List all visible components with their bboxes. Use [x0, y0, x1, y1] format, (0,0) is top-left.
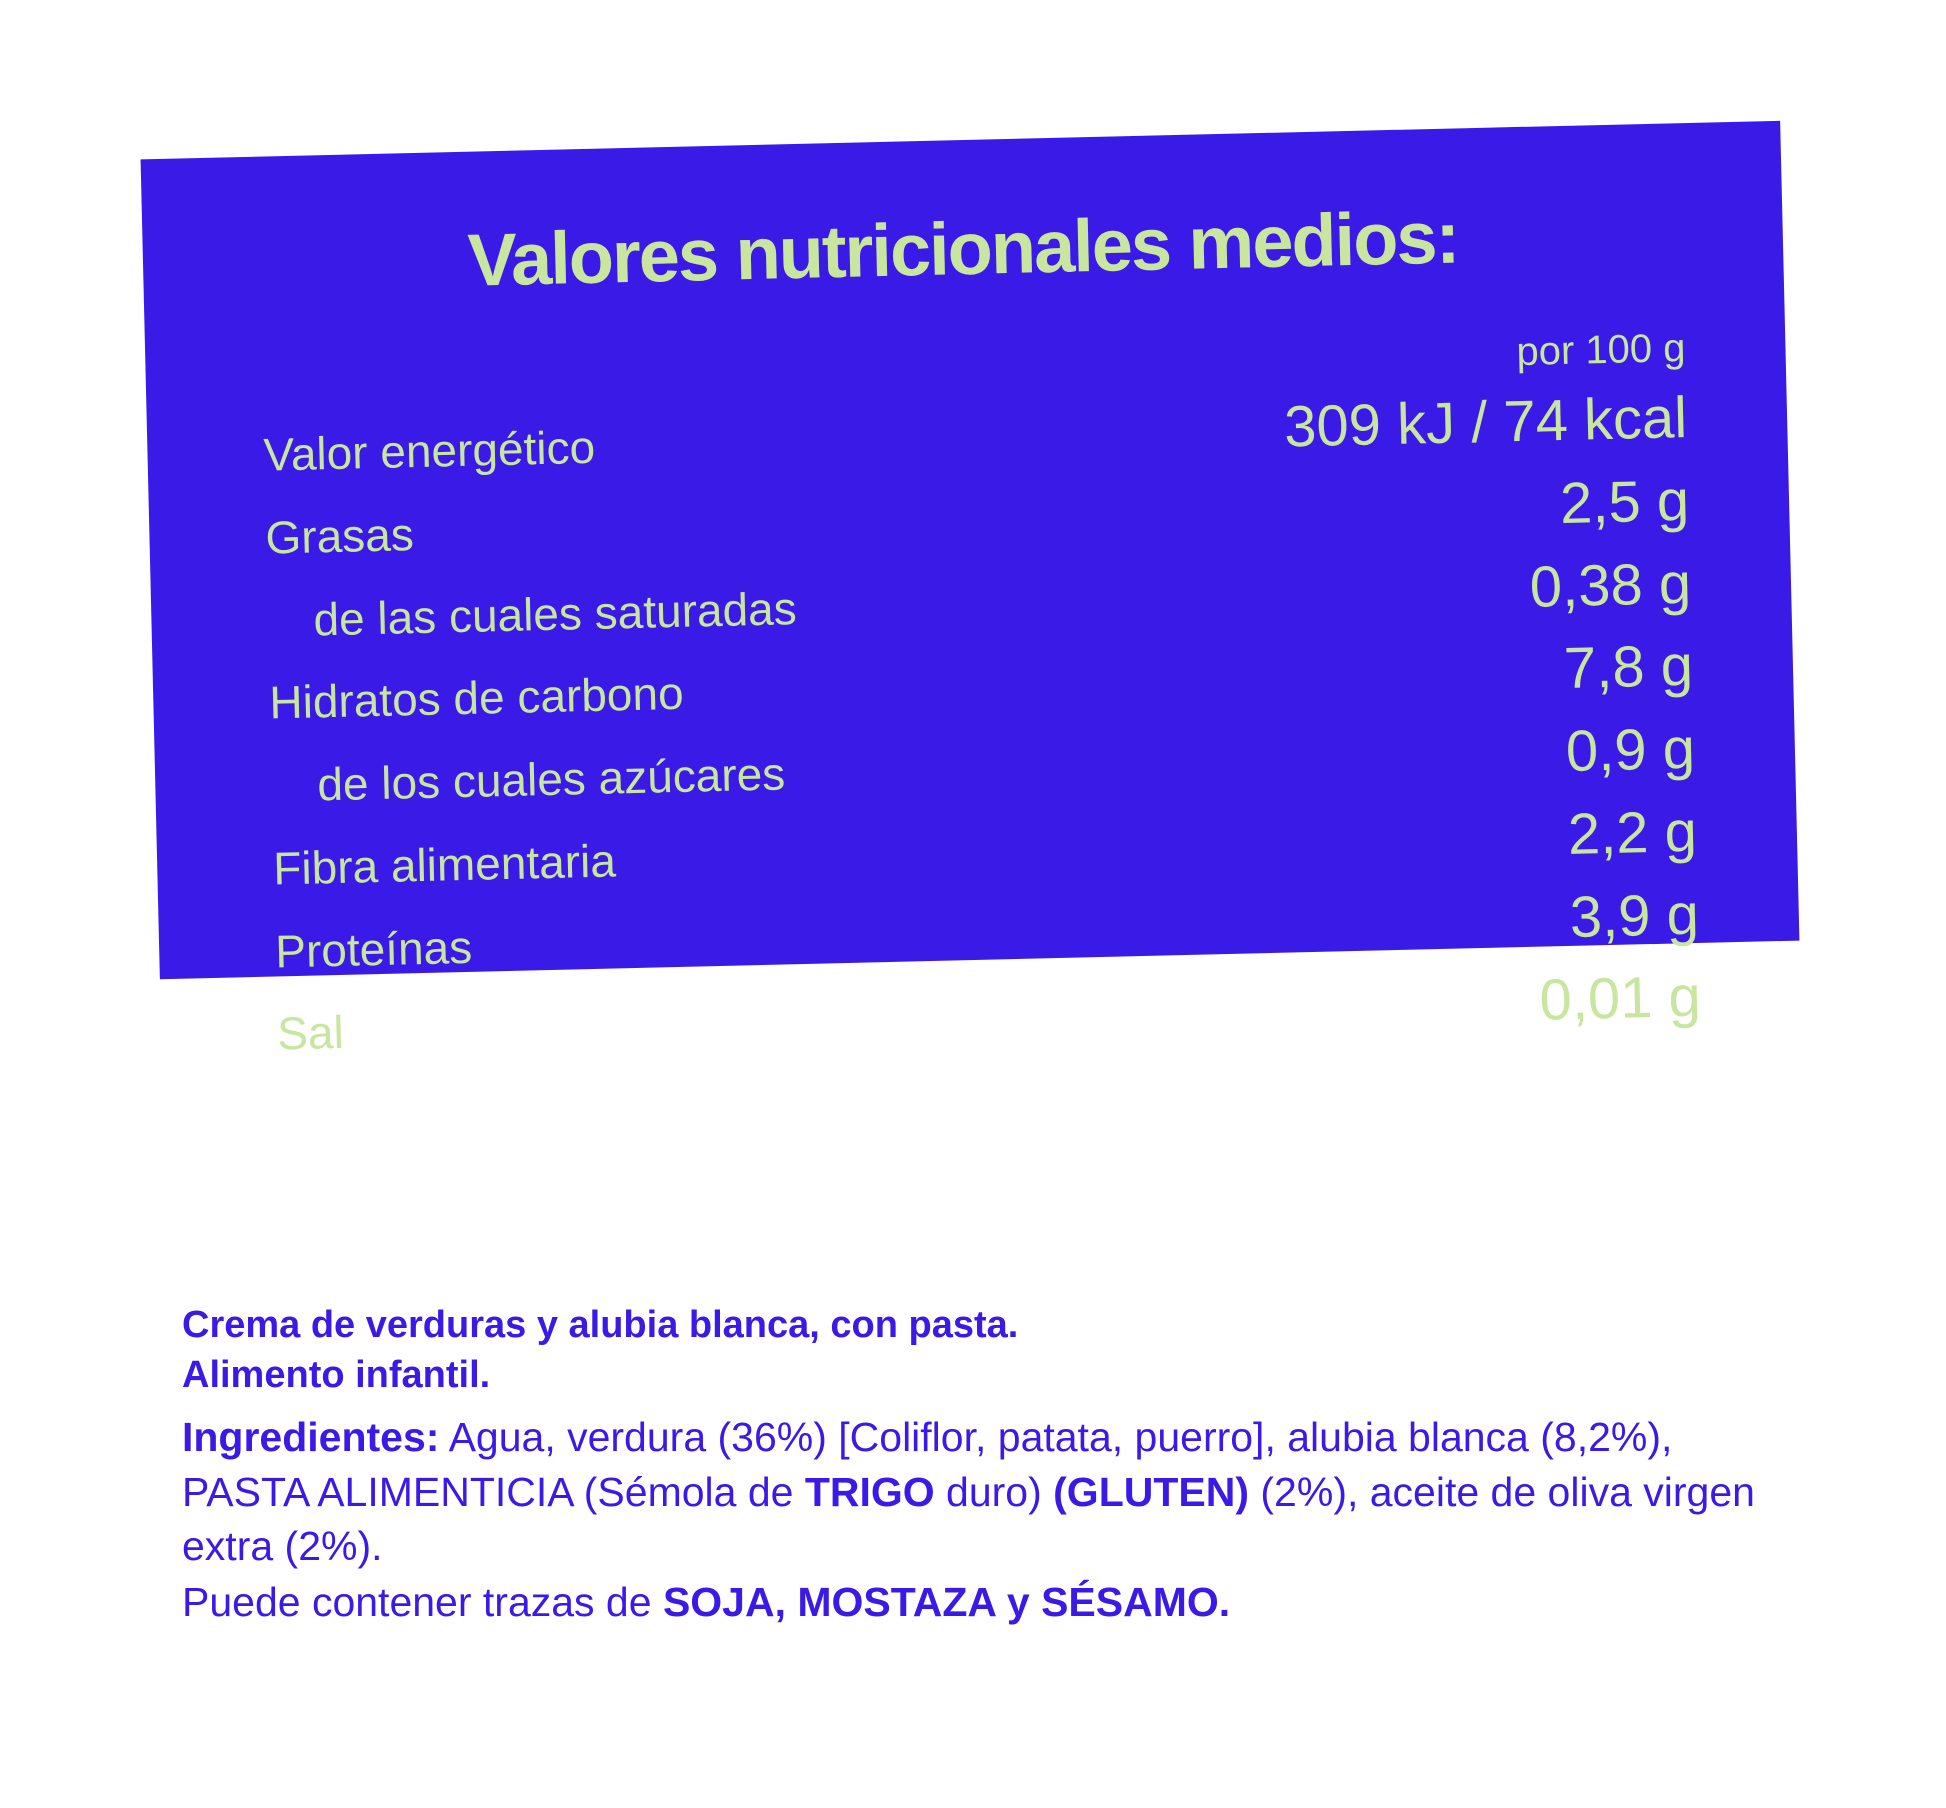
ingredients-text-part2: duro): [934, 1468, 1054, 1515]
nutrient-value: 2,2 g: [1567, 798, 1698, 867]
traces-allergens: SOJA, MOSTAZA y SÉSAMO.: [662, 1578, 1231, 1625]
nutrient-value: 3,9 g: [1569, 881, 1700, 950]
ingredients-section: [182, 1300, 1792, 1629]
ingredients-text-part3: (2%), aceite de oliva virgen extra (2%).: [182, 1468, 1755, 1570]
nutrient-label: Grasas: [264, 507, 415, 564]
per-100g-header: por 100 g: [1515, 326, 1686, 375]
ingredients-text: [182, 1410, 1792, 1574]
nutrient-value: 0,9 g: [1565, 715, 1696, 785]
nutrition-panel-content: [141, 121, 1800, 1060]
nutrient-value: 309 kJ / 74 kcal: [1283, 385, 1688, 460]
panel-title: Valores nutricionales medios:: [466, 195, 1460, 302]
product-description-line1: Crema de verduras y alubia blanca, con pasta.: [182, 1304, 1019, 1346]
traces-text: [182, 1576, 1792, 1629]
nutrient-label: de los cuales azúcares: [316, 747, 786, 811]
nutrient-value: 0,01 g: [1538, 964, 1702, 1033]
nutrition-panel: [150, 140, 1790, 1060]
nutrient-label: Valor energético: [262, 420, 596, 481]
traces-prefix: Puede contener trazas de: [182, 1578, 663, 1625]
nutrient-value: 0,38 g: [1528, 550, 1692, 620]
ingredients-label: Ingredientes:: [182, 1414, 440, 1461]
nutrient-label: de las cuales saturadas: [312, 581, 798, 645]
allergen-gluten: (GLUTEN): [1053, 1468, 1250, 1515]
nutrient-value: 2,5 g: [1559, 467, 1690, 536]
nutrient-label: Fibra alimentaria: [272, 834, 617, 895]
nutrient-label: Proteínas: [274, 920, 473, 977]
ingredients-text-part1: Agua, verdura (36%) [Coliflor, patata, puerro], alubia blanca (8,2%), PASTA ALIMENTICIA (Sémola de: [182, 1414, 1673, 1515]
nutrient-label: Hidratos de carbono: [268, 667, 685, 729]
nutrition-table: [217, 376, 1732, 1073]
nutrient-label: Sal: [276, 1006, 345, 1060]
allergen-trigo: TRIGO: [804, 1468, 935, 1515]
product-description-line2: Alimento infantil.: [182, 1354, 491, 1397]
nutrient-value: 7,8 g: [1563, 633, 1694, 702]
product-description: [182, 1300, 1792, 1400]
